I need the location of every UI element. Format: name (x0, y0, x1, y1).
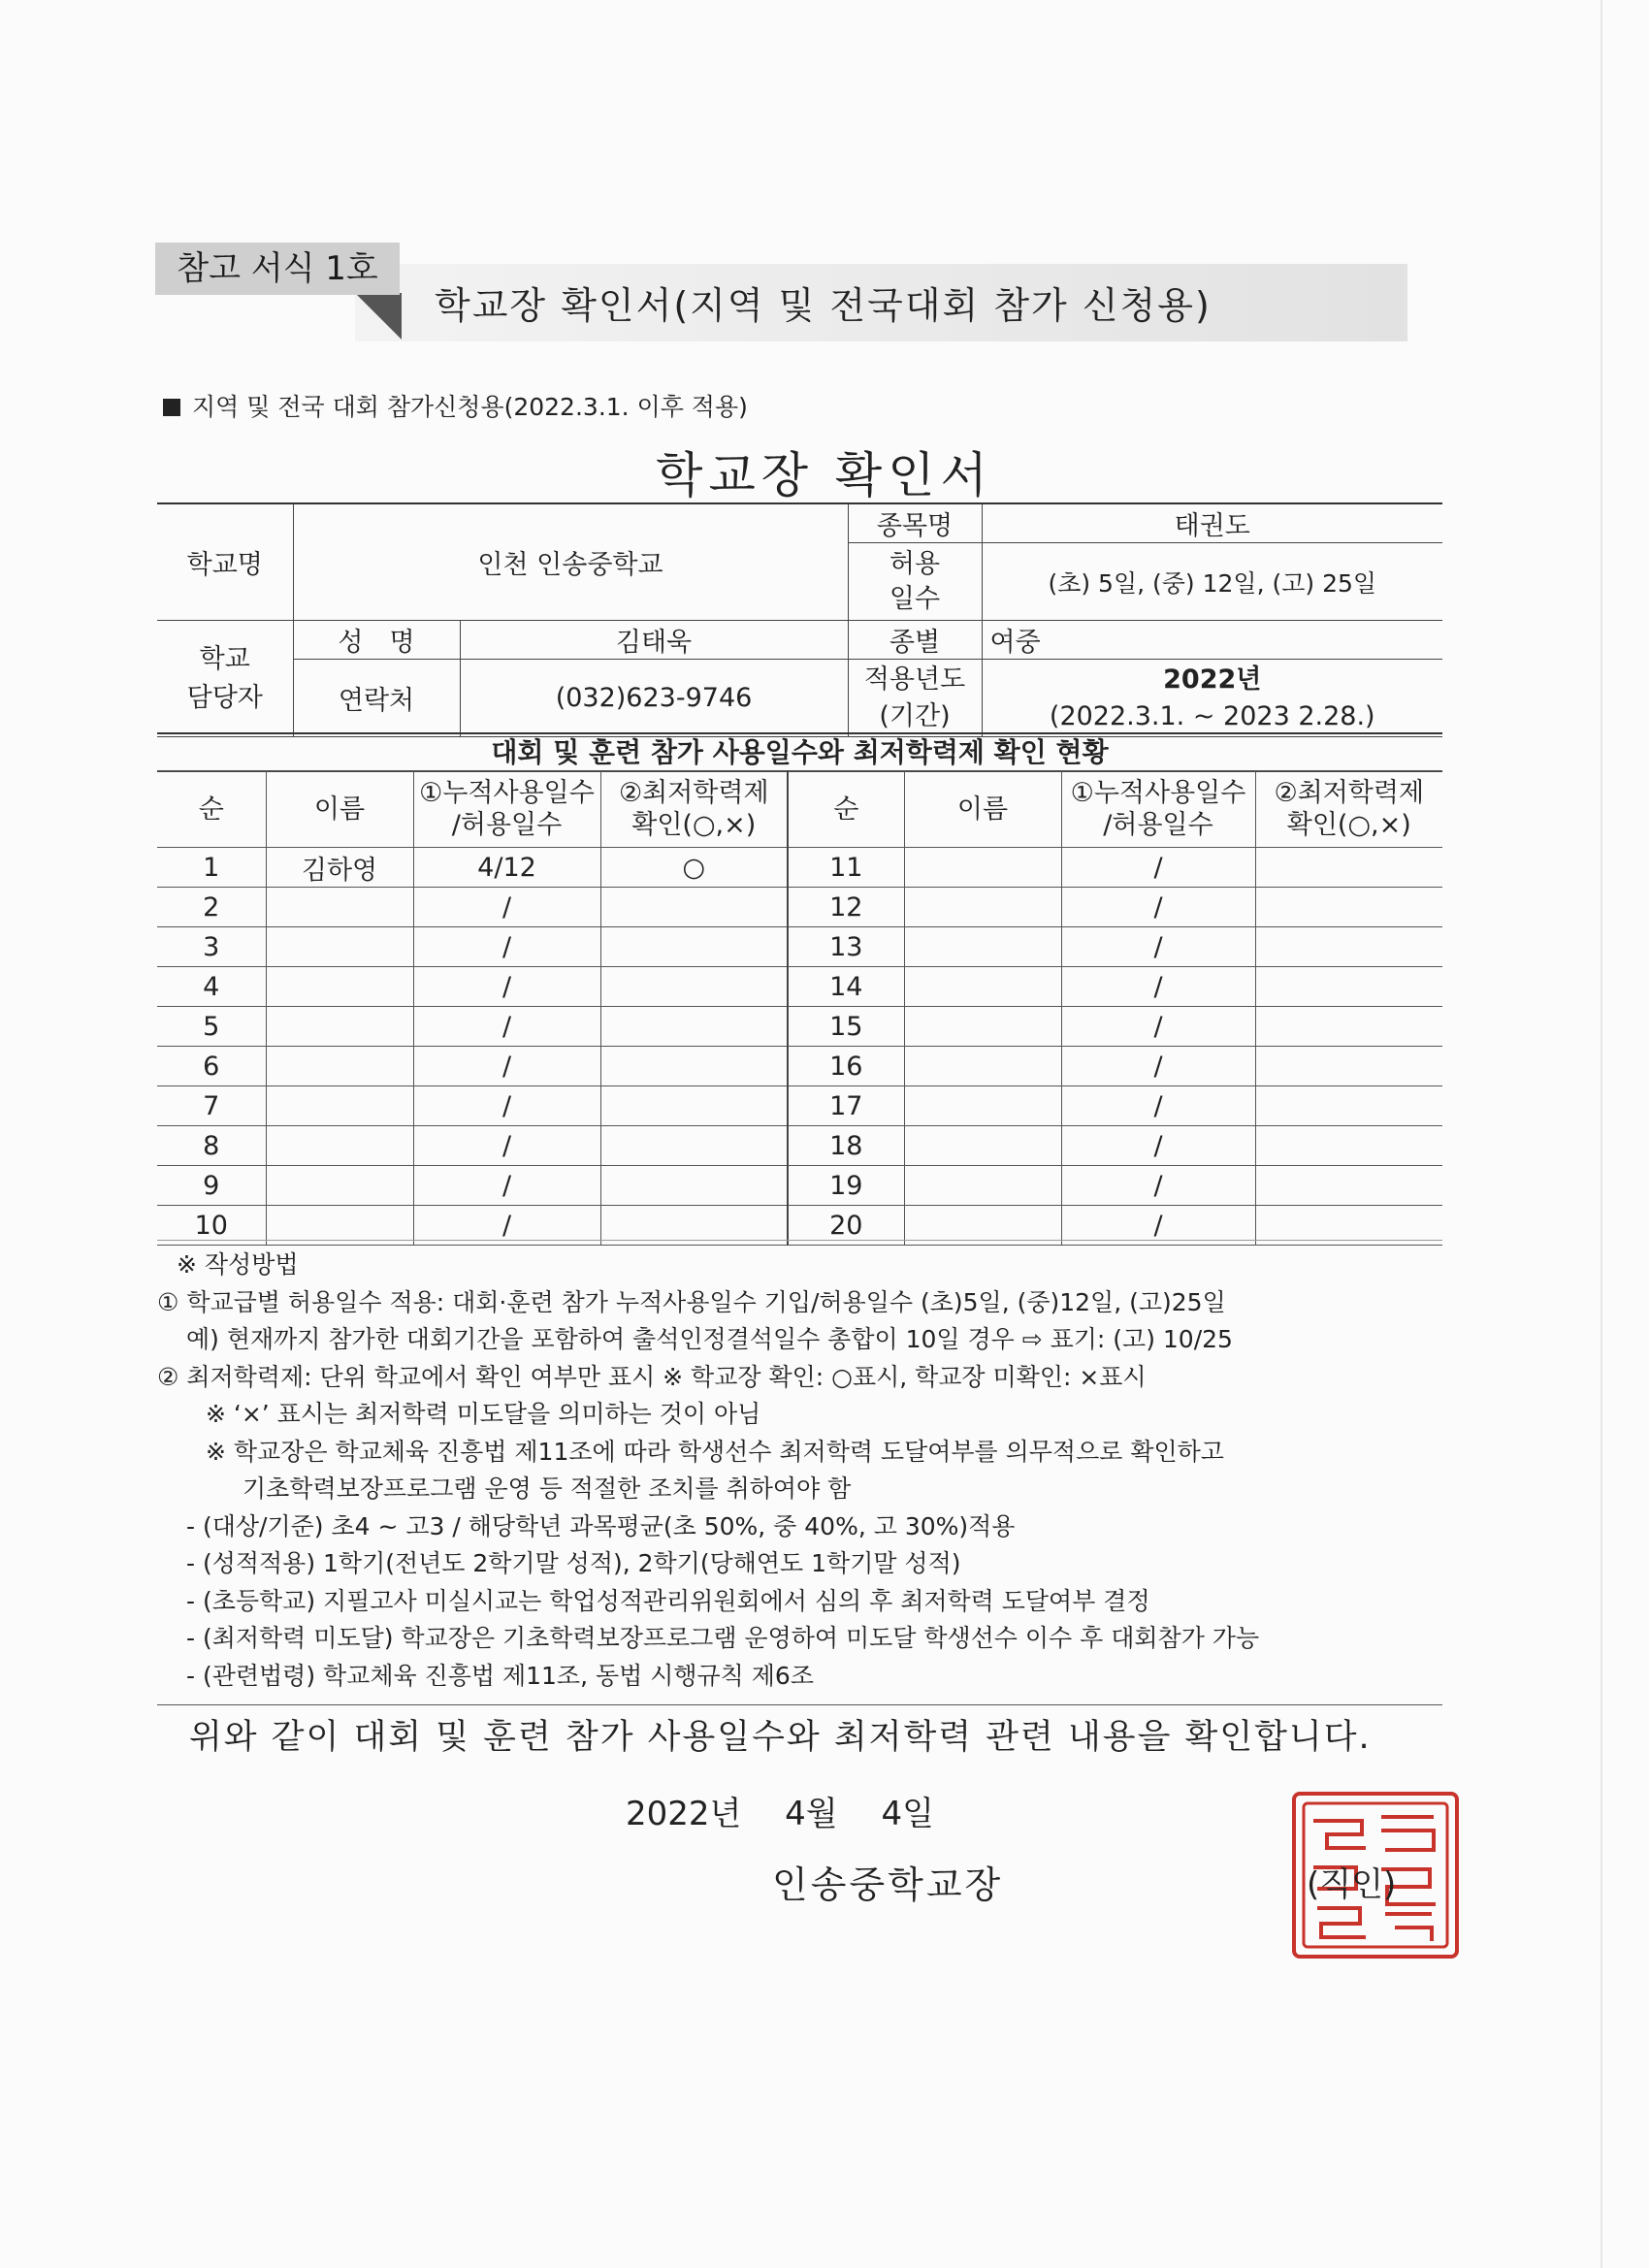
row-no: 3 (157, 927, 266, 967)
col-min-line2: 확인(○,×) (631, 810, 757, 840)
row-min-2 (1255, 927, 1442, 967)
row-no-2: 16 (788, 1047, 904, 1086)
category-label: 종별 (848, 621, 982, 660)
row-min-2 (1255, 1047, 1442, 1086)
row-days: / (413, 1126, 600, 1166)
col-name-header-2: 이름 (904, 771, 1061, 848)
allowed-days-value: (초) 5일, (중) 12일, (고) 25일 (982, 543, 1442, 621)
row-days: / (413, 967, 600, 1007)
col-name-header: 이름 (266, 771, 413, 848)
status-table (157, 770, 1442, 1246)
apply-year-label-line1: 적용년도 (863, 664, 966, 695)
col-days-header (413, 771, 600, 848)
row-no-2: 14 (788, 967, 904, 1007)
row-days: 4/12 (413, 848, 600, 888)
table-row (157, 848, 1442, 888)
section-note (163, 388, 748, 423)
row-no-2: 12 (788, 888, 904, 927)
row-min: ○ (600, 848, 788, 888)
row-min (600, 967, 788, 1007)
row-name-2 (904, 1166, 1061, 1206)
row-days: / (413, 927, 600, 967)
issue-date: 2022년 4월 4일 (626, 1795, 934, 1833)
contact-person-label (157, 621, 293, 737)
detail-1: - (대상/기준) 초4 ~ 고3 / 해당학년 과목평균(초 50%, 중 40%, 고 30%)적용 (186, 1511, 1016, 1540)
row-no-2: 18 (788, 1126, 904, 1166)
notes-divider-bottom (157, 1704, 1442, 1705)
col-min-line1-2: ②최저학력제 (1274, 778, 1425, 808)
allowed-days-label-line2: 일수 (889, 583, 941, 614)
row-no: 10 (157, 1206, 266, 1246)
notes-section (157, 1247, 1457, 1695)
contact-person-label-line2: 담당자 (186, 682, 263, 713)
row-name (266, 927, 413, 967)
col-min-line1: ②최저학력제 (618, 778, 769, 808)
row-name (266, 1126, 413, 1166)
note-2-a: ※ ‘×’ 표시는 최저학력 미도달을 의미하는 것이 아님 (206, 1400, 761, 1428)
phone-value: (032)623-9746 (460, 660, 848, 737)
row-no: 9 (157, 1166, 266, 1206)
row-days-2: / (1061, 1166, 1255, 1206)
row-days-2: / (1061, 1086, 1255, 1126)
col-days-line1-2: ①누적사용일수 (1070, 778, 1246, 808)
main-title: 학교장 확인서(지역 및 전국대회 참가 신청용) (435, 284, 1212, 327)
event-label: 종목명 (848, 503, 982, 543)
apply-year-text: 2022년 (1163, 664, 1262, 695)
page-edge (1600, 0, 1602, 2268)
row-min (600, 1086, 788, 1126)
row-name (266, 888, 413, 927)
row-name (266, 1086, 413, 1126)
status-table-body (157, 848, 1442, 1246)
note-2-b-cont: 기초학력보장프로그램 운영 등 적절한 조치를 취하여야 함 (242, 1474, 852, 1503)
phone-label: 연락처 (293, 660, 460, 737)
row-no-2: 19 (788, 1166, 904, 1206)
row-name (266, 1007, 413, 1047)
row-min (600, 1047, 788, 1086)
row-min (600, 927, 788, 967)
confirmation-statement: 위와 같이 대회 및 훈련 참가 사용일수와 최저학력 관련 내용을 확인합니다. (189, 1718, 1372, 1757)
notes-heading: ※ 작성방법 (177, 1250, 299, 1279)
detail-4: - (최저학력 미도달) 학교장은 기초학력보장프로그램 운영하여 미도달 학생선수 이수 후 대회참가 가능 (186, 1624, 1260, 1652)
table-row (157, 967, 1442, 1007)
col-days-line2: /허용일수 (451, 810, 563, 840)
row-days-2: / (1061, 1126, 1255, 1166)
table-row (157, 1047, 1442, 1086)
row-min (600, 1007, 788, 1047)
row-min-2 (1255, 1126, 1442, 1166)
row-name-2 (904, 848, 1061, 888)
note-1-example: 예) 현재까지 참가한 대회기간을 포함하여 출석인정결석일수 총합이 10일 경우 ⇨ 표기: (고) 10/25 (186, 1325, 1233, 1353)
row-name (266, 1166, 413, 1206)
row-days: / (413, 1206, 600, 1246)
row-name-2 (904, 1086, 1061, 1126)
row-min-2 (1255, 1086, 1442, 1126)
col-no-header: 순 (157, 771, 266, 848)
category-value: 여중 (982, 621, 1442, 660)
row-no: 5 (157, 1007, 266, 1047)
square-bullet-icon (163, 399, 180, 416)
row-days-2: / (1061, 888, 1255, 927)
row-name: 김하영 (266, 848, 413, 888)
note-1: ① 학교급별 허용일수 적용: 대회·훈련 참가 누적사용일수 기입/허용일수 (초)5일, (중)12일, (고)25일 (157, 1287, 1226, 1316)
col-days-line2-2: /허용일수 (1103, 810, 1213, 840)
event-value: 태권도 (982, 503, 1442, 543)
row-no-2: 20 (788, 1206, 904, 1246)
row-name-2 (904, 1007, 1061, 1047)
table-row (157, 1086, 1442, 1126)
notes-divider-top (157, 1240, 1442, 1241)
row-days-2: / (1061, 927, 1255, 967)
signer-name: 인송중학교장 (772, 1863, 1004, 1906)
col-no-header-2: 순 (788, 771, 904, 848)
row-no-2: 11 (788, 848, 904, 888)
row-days-2: / (1061, 967, 1255, 1007)
table-row (157, 1166, 1442, 1206)
row-no: 8 (157, 1126, 266, 1166)
col-days-header-2 (1061, 771, 1255, 848)
row-days-2: / (1061, 1007, 1255, 1047)
table-row (157, 1007, 1442, 1047)
table-row (157, 888, 1442, 927)
table-row (157, 927, 1442, 967)
row-no-2: 13 (788, 927, 904, 967)
table-row (157, 1126, 1442, 1166)
row-min (600, 888, 788, 927)
allowed-days-label (848, 543, 982, 621)
col-min-header (600, 771, 788, 848)
seal-label: (직인) (1307, 1865, 1397, 1904)
row-name-2 (904, 1047, 1061, 1086)
title-arrow-decoration (355, 293, 402, 340)
allowed-days-label-line1: 허용 (889, 548, 941, 579)
name-value: 김태욱 (460, 621, 848, 660)
apply-year-label (848, 660, 982, 737)
row-no: 6 (157, 1047, 266, 1086)
row-no: 2 (157, 888, 266, 927)
row-min-2 (1255, 1007, 1442, 1047)
row-min-2 (1255, 967, 1442, 1007)
form-badge: 참고 서식 1호 (155, 243, 400, 295)
status-title: 대회 및 훈련 참가 사용일수와 최저학력제 확인 현황 (157, 732, 1442, 772)
row-min (600, 1126, 788, 1166)
apply-year-value (982, 660, 1442, 737)
row-days: / (413, 1086, 600, 1126)
row-days-2: / (1061, 848, 1255, 888)
row-no: 1 (157, 848, 266, 888)
row-no-2: 15 (788, 1007, 904, 1047)
row-name-2 (904, 967, 1061, 1007)
detail-2: - (성적적용) 1학기(전년도 2학기말 성적), 2학기(당해연도 1학기말 성적) (186, 1549, 961, 1577)
row-days: / (413, 1007, 600, 1047)
row-min (600, 1166, 788, 1206)
note-2: ② 최저학력제: 단위 학교에서 확인 여부만 표시 ※ 학교장 확인: ○표시, 학교장 미확인: ×표시 (157, 1362, 1147, 1391)
apply-year-label-line2: (기간) (879, 700, 951, 731)
note-2-b: ※ 학교장은 학교체육 진흥법 제11조에 따라 학생선수 최저학력 도달여부를 의무적으로 확인하고 (206, 1437, 1224, 1466)
name-label: 성 명 (293, 621, 460, 660)
col-days-line1: ①누적사용일수 (419, 778, 595, 808)
col-min-line2-2: 확인(○,×) (1286, 810, 1411, 840)
detail-3: - (초등학교) 지필고사 미실시교는 학업성적관리위원회에서 심의 후 최저학력 도달여부 결정 (186, 1586, 1150, 1615)
row-no-2: 17 (788, 1086, 904, 1126)
row-name (266, 967, 413, 1007)
section-note-text: 지역 및 전국 대회 참가신청용(2022.3.1. 이후 적용) (192, 393, 748, 421)
school-value: 인천 인송중학교 (293, 503, 848, 621)
contact-person-label-line1: 학교 (199, 643, 250, 674)
header-table (157, 502, 1442, 737)
row-days: / (413, 1166, 600, 1206)
document-title: 학교장 확인서 (656, 447, 993, 503)
row-no: 4 (157, 967, 266, 1007)
school-label: 학교명 (157, 503, 293, 621)
col-min-header-2 (1255, 771, 1442, 848)
row-name-2 (904, 888, 1061, 927)
row-days-2: / (1061, 1047, 1255, 1086)
row-name-2 (904, 1126, 1061, 1166)
row-min-2 (1255, 888, 1442, 927)
apply-period-text: (2022.3.1. ~ 2023 2.28.) (1049, 700, 1375, 731)
detail-5: - (관련법령) 학교체육 진흥법 제11조, 동법 시행규칙 제6조 (186, 1661, 814, 1690)
row-no: 7 (157, 1086, 266, 1126)
row-days-2: / (1061, 1206, 1255, 1246)
row-days: / (413, 888, 600, 927)
row-days: / (413, 1047, 600, 1086)
row-name (266, 1047, 413, 1086)
row-min-2 (1255, 1166, 1442, 1206)
row-min-2 (1255, 848, 1442, 888)
row-name-2 (904, 927, 1061, 967)
